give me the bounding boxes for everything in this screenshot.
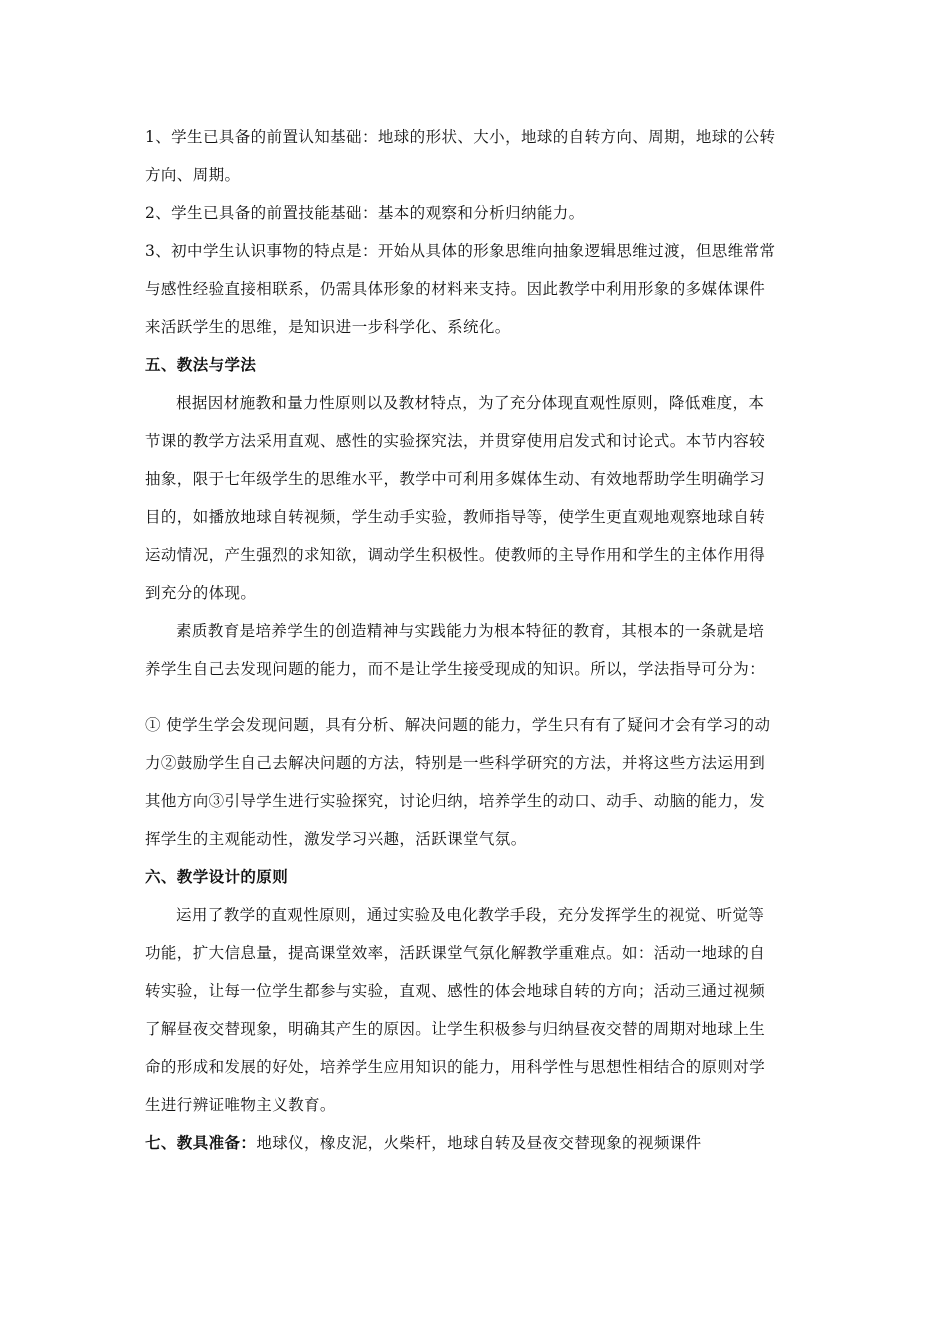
section-6-heading: 六、教学设计的原则	[145, 867, 289, 886]
section-7-text: 地球仪，橡皮泥，火柴杆，地球自转及昼夜交替现象的视频课件	[256, 1134, 702, 1152]
section-5-paragraph-2	[145, 612, 810, 688]
item-3-line-1: 3、初中学生认识事物的特点是：开始从具体的形象思维向抽象逻辑思维过渡，但思维常常	[145, 242, 776, 260]
section-6-paragraph-1	[145, 896, 810, 1124]
paragraph-line: 转实验，让每一位学生都参与实验，直观、感性的体会地球自转的方向；活动三通过视频	[145, 982, 766, 1000]
paragraph-line: 挥学生的主观能动性，激发学习兴趣，活跃课堂气氛。	[145, 830, 527, 848]
paragraph-line: 到充分的体现。	[145, 584, 257, 602]
paragraph-line: 其他方向③引导学生进行实验探究，讨论归纳，培养学生的动口、动手、动脑的能力，发	[145, 792, 766, 810]
item-3-line-3: 来活跃学生的思维，是知识进一步科学化、系统化。	[145, 318, 511, 336]
section-5-paragraph-1	[145, 384, 810, 612]
paragraph-line: 运动情况，产生强烈的求知欲，调动学生积极性。使教师的主导作用和学生的主体作用得	[145, 546, 766, 564]
paragraph-line: 目的，如播放地球自转视频，学生动手实验，教师指导等，使学生更直观地观察地球自转	[145, 508, 766, 526]
document-page	[145, 118, 810, 1162]
paragraph-line: 生进行辨证唯物主义教育。	[145, 1096, 336, 1114]
item-3-line-2: 与感性经验直接相联系，仍需具体形象的材料来支持。因此教学中利用形象的多媒体课件	[145, 280, 766, 298]
paragraph-line: ① 使学生学会发现问题，具有分析、解决问题的能力，学生只有有了疑问才会有学习的动	[145, 716, 771, 734]
item-1-line-1: 1、学生已具备的前置认知基础：地球的形状、大小，地球的自转方向、周期，地球的公转	[145, 128, 776, 146]
paragraph-line: 功能，扩大信息量，提高课堂效率，活跃课堂气氛化解教学重难点。如：活动一地球的自	[145, 944, 766, 962]
section-5-paragraph-3	[145, 706, 810, 858]
paragraph-line: 养学生自己去发现问题的能力，而不是让学生接受现成的知识。所以，学法指导可分为：	[145, 660, 766, 678]
paragraph-line: 素质教育是培养学生的创造精神与实践能力为根本特征的教育，其根本的一条就是培	[176, 622, 765, 640]
paragraph-line: 了解昼夜交替现象，明确其产生的原因。让学生积极参与归纳昼夜交替的周期对地球上生	[145, 1020, 766, 1038]
paragraph-line: 节课的教学方法采用直观、感性的实验探究法，并贯穿使用启发式和讨论式。本节内容较	[145, 432, 766, 450]
paragraph-line: 运用了教学的直观性原则，通过实验及电化教学手段，充分发挥学生的视觉、听觉等	[176, 906, 765, 924]
paragraph-line: 根据因材施教和量力性原则以及教材特点，为了充分体现直观性原则，降低难度，本	[176, 394, 765, 412]
paragraph-spacer	[145, 688, 810, 706]
paragraph-line: 命的形成和发展的好处，培养学生应用知识的能力，用科学性与思想性相结合的原则对学	[145, 1058, 766, 1076]
paragraph-line: 力②鼓励学生自己去解决问题的方法，特别是一些科学研究的方法，并将这些方法运用到	[145, 754, 766, 772]
item-2: 2、学生已具备的前置技能基础：基本的观察和分析归纳能力。	[145, 204, 585, 222]
section-5-heading: 五、教法与学法	[145, 355, 257, 374]
paragraph-line: 抽象，限于七年级学生的思维水平，教学中可利用多媒体生动、有效地帮助学生明确学习	[145, 470, 766, 488]
section-7-heading: 七、教具准备：	[145, 1133, 257, 1152]
item-1-line-2: 方向、周期。	[145, 166, 241, 184]
section-7	[145, 1124, 810, 1162]
